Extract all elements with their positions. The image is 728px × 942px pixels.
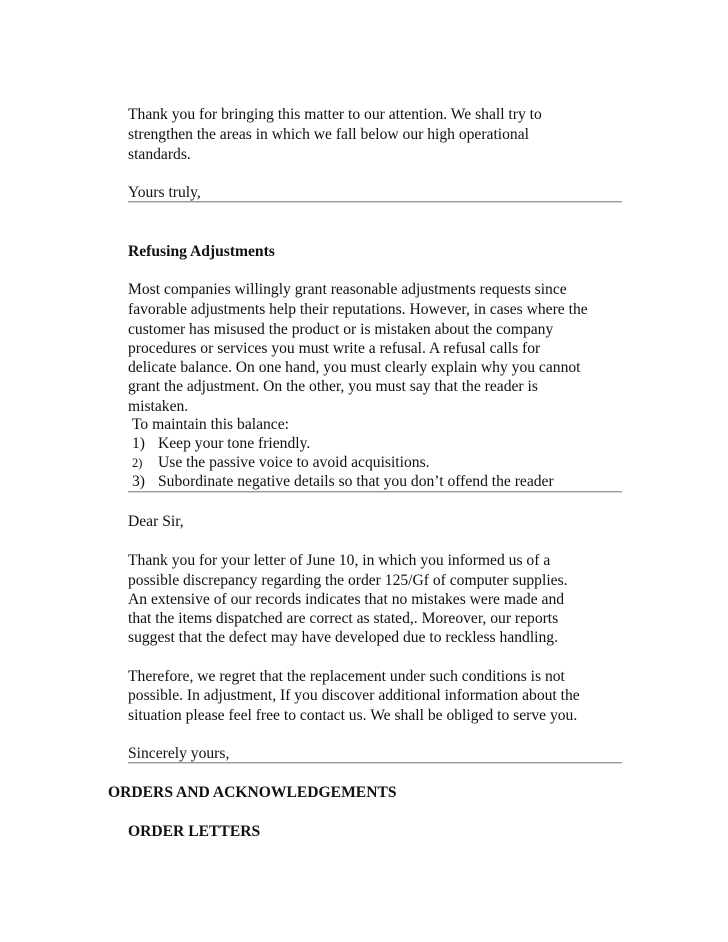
- letter2-closing: Sincerely yours,: [128, 745, 230, 762]
- list-item: [132, 434, 310, 453]
- refusing-intro: To maintain this balance:: [132, 416, 289, 433]
- letter1-body-line: standards.: [128, 146, 191, 163]
- list-item-text: Subordinate negative details so that you don’t offend the reader: [158, 473, 554, 490]
- refusing-paragraph-line: grant the adjustment. On the other, you must say that the reader is: [128, 378, 538, 395]
- refusing-paragraph-line: customer has misused the product or is mistaken about the company: [128, 321, 554, 338]
- refusing-paragraph-line: favorable adjustments help their reputations. However, in cases where the: [128, 301, 588, 318]
- refusing-paragraph-line: procedures or services you must write a refusal. A refusal calls for: [128, 340, 541, 357]
- list-item: [132, 472, 554, 491]
- letter2-para2-line: situation please feel free to contact us. We shall be obliged to serve you.: [128, 707, 578, 724]
- list-item-number: 1): [132, 435, 145, 452]
- letter2-para1-line: Thank you for your letter of June 10, in which you informed us of a: [128, 552, 551, 569]
- refusing-heading: Refusing Adjustments: [128, 243, 275, 260]
- divider: [128, 762, 622, 764]
- refusing-paragraph-line: Most companies willingly grant reasonable adjustments requests since: [128, 281, 567, 298]
- refusing-paragraph-line: delicate balance. On one hand, you must clearly explain why you cannot: [128, 359, 581, 376]
- section-subtitle: ORDER LETTERS: [128, 823, 261, 840]
- letter1-body-line: Thank you for bringing this matter to our attention. We shall try to: [128, 106, 542, 123]
- refusing-paragraph-line: mistaken.: [128, 398, 189, 415]
- list-item-number: 3): [132, 473, 145, 490]
- letter2-para1-line: An extensive of our records indicates that no mistakes were made and: [128, 591, 565, 608]
- section-title: ORDERS AND ACKNOWLEDGEMENTS: [108, 784, 397, 801]
- list-item: [132, 453, 430, 473]
- letter1-body-line: strengthen the areas in which we fall below our high operational: [128, 126, 529, 143]
- letter2-para1-line: that the items dispatched are correct as stated,. Moreover, our reports: [128, 610, 559, 627]
- divider: [128, 491, 622, 493]
- letter2-para2-line: Therefore, we regret that the replacement under such conditions is not: [128, 668, 565, 685]
- list-item-text: Keep your tone friendly.: [158, 435, 311, 452]
- letter2-salutation: Dear Sir,: [128, 513, 184, 530]
- letter2-para2-line: possible. In adjustment, If you discover additional information about the: [128, 687, 580, 704]
- divider: [128, 201, 622, 203]
- list-item-text: Use the passive voice to avoid acquisitions.: [158, 454, 430, 471]
- letter2-para1-line: suggest that the defect may have developed due to reckless handling.: [128, 629, 558, 646]
- letter2-para1-line: possible discrepancy regarding the order 125/Gf of computer supplies.: [128, 572, 568, 589]
- list-item-number: 2): [132, 456, 143, 470]
- letter1-closing: Yours truly,: [128, 184, 201, 201]
